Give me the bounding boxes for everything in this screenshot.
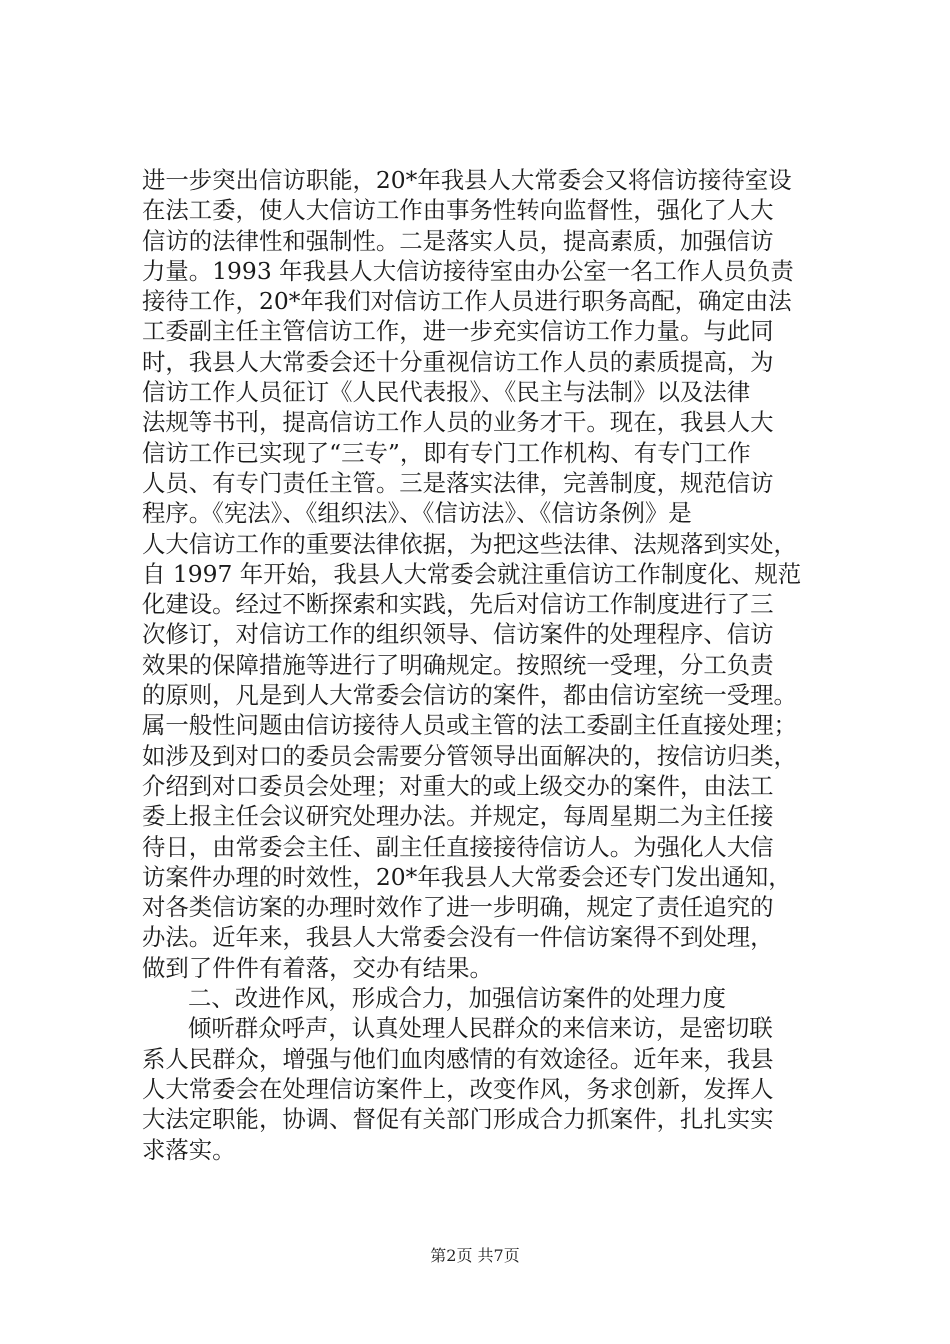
text-line: 进一步突出信访职能，20*年我县人大常委会又将信访接待室设 [142, 166, 792, 194]
text-line: 程序。《宪法》、《组织法》、《信访法》、《信访条例》是 [142, 499, 692, 528]
text-line: 信访工作人员征订《人民代表报》、《民主与法制》以及法律 [142, 378, 751, 407]
section-heading: 二、改进作风，形成合力，加强信访案件的处理力度 [188, 984, 726, 1013]
page-number: 第2页 共7页 [430, 1246, 520, 1265]
text-line: 人大常委会在处理信访案件上，改变作风，务求创新，发挥人 [142, 1074, 774, 1103]
text-line: 待日，由常委会主任、副主任直接接待信访人。为强化人大信 [142, 832, 774, 861]
text-line: 访案件办理的时效性，20*年我县人大常委会还专门发出通知， [142, 862, 792, 891]
text-line: 化建设。经过不断探索和实践，先后对信访工作制度进行了三 [142, 590, 774, 619]
text-line: 工委副主任主管信访工作，进一步充实信访工作力量。与此同 [142, 317, 774, 346]
text-line: 办法。近年来，我县人大常委会没有一件信访案得不到处理， [142, 923, 774, 952]
text-line: 介绍到对口委员会处理；对重大的或上级交办的案件，由法工 [142, 771, 774, 800]
text-line: 信访工作已实现了“三专”，即有专门工作机构、有专门工作 [142, 438, 751, 467]
text-line: 委上报主任会议研究处理办法。并规定，每周星期二为主任接 [142, 802, 774, 831]
text-line: 属一般性问题由信访接待人员或主管的法工委副主任直接处理； [142, 711, 797, 740]
text-line: 力量。1993 年我县人大信访接待室由办公室一名工作人员负责 [142, 256, 794, 285]
text-line: 效果的保障措施等进行了明确规定。按照统一受理，分工负责 [142, 650, 774, 679]
body-text [142, 165, 832, 1165]
text-line: 自 1997 年开始，我县人大常委会就注重信访工作制度化、规范 [142, 559, 802, 588]
text-line: 对各类信访案的办理时效作了进一步明确，规定了责任追究的 [142, 893, 774, 922]
text-line: 大法定职能，协调、督促有关部门形成合力抓案件，扎扎实实 [142, 1105, 774, 1134]
text-line: 的原则，凡是到人大常委会信访的案件，都由信访室统一受理。 [142, 681, 797, 710]
text-line: 求落实。 [142, 1135, 236, 1164]
text-line: 做到了件件有着落，交办有结果。 [142, 953, 493, 982]
text-line: 人大信访工作的重要法律依据，为把这些法律、法规落到实处， [142, 529, 797, 558]
text-line: 如涉及到对口的委员会需要分管领导出面解决的，按信访归类， [142, 741, 797, 770]
text-line: 系人民群众，增强与他们血肉感情的有效途径。近年来，我县 [142, 1044, 774, 1073]
text-line: 信访的法律性和强制性。二是落实人员，提高素质，加强信访 [142, 226, 774, 255]
text-line: 时，我县人大常委会还十分重视信访工作人员的素质提高，为 [142, 347, 774, 376]
text-line: 法规等书刊，提高信访工作人员的业务才干。现在，我县人大 [142, 408, 774, 437]
text-line: 人员、有专门责任主管。三是落实法律，完善制度，规范信访 [142, 468, 774, 497]
text-line: 在法工委，使人大信访工作由事务性转向监督性，强化了人大 [142, 196, 774, 225]
page-footer [0, 1246, 950, 1266]
text-line: 倾听群众呼声，认真处理人民群众的来信来访，是密切联 [188, 1014, 773, 1043]
text-line: 接待工作，20*年我们对信访工作人员进行职务高配，确定由法 [142, 287, 792, 316]
text-line: 次修订，对信访工作的组织领导、信访案件的处理程序、信访 [142, 620, 774, 649]
